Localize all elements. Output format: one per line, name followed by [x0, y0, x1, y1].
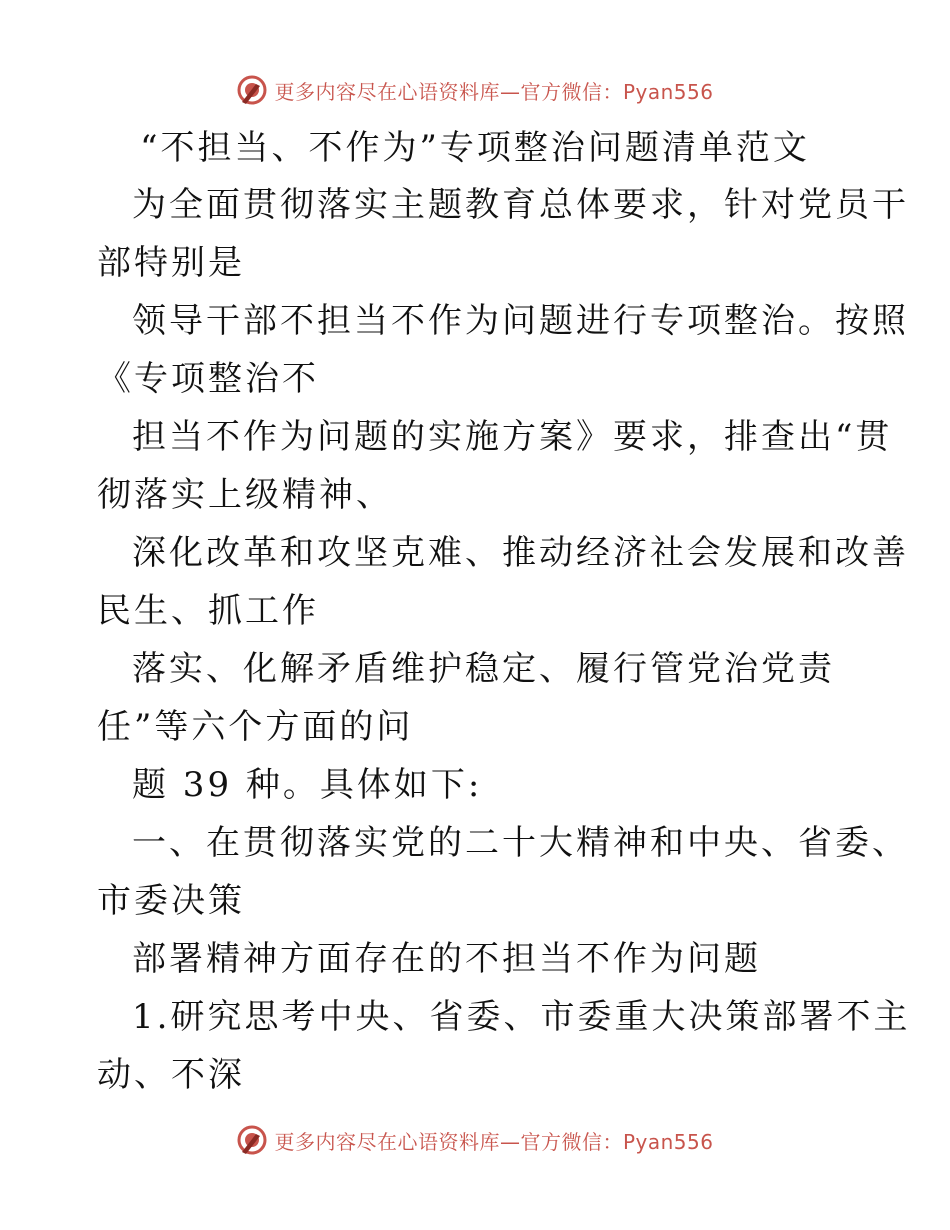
watermark-footer — [0, 1120, 950, 1160]
paragraph-line: 彻落实上级精神、 — [97, 475, 393, 515]
paragraph-line: 民生、抓工作 — [97, 591, 319, 631]
watermark-text: 更多内容尽在心语资料库—官方微信：Pyan556 — [274, 1129, 714, 1154]
paragraph-line: 任”等六个方面的问 — [97, 707, 414, 747]
pen-seal-icon — [236, 74, 268, 106]
watermark-header — [0, 70, 950, 110]
pen-seal-icon — [236, 1124, 268, 1156]
paragraph-line: 落实、化解矛盾维护稳定、履行管党治党责 — [132, 649, 835, 689]
section-heading-line: 部署精神方面存在的不担当不作为问题 — [132, 939, 761, 979]
list-item-line: 1.研究思考中央、省委、市委重大决策部署不主 — [132, 997, 911, 1037]
section-heading-line: 一、在贯彻落实党的二十大精神和中央、省委、 — [132, 823, 909, 863]
paragraph-line: 深化改革和攻坚克难、推动经济社会发展和改善 — [132, 533, 909, 573]
document-title: “不担当、不作为”专项整治问题清单范文 — [140, 128, 810, 168]
paragraph-line: 领导干部不担当不作为问题进行专项整治。按照 — [132, 301, 909, 341]
watermark-text: 更多内容尽在心语资料库—官方微信：Pyan556 — [274, 79, 714, 104]
paragraph-line: 部特别是 — [97, 243, 245, 283]
paragraph-line: 担当不作为问题的实施方案》要求，排查出“贯 — [132, 417, 893, 457]
paragraph-line: 题 39 种。具体如下: — [132, 765, 483, 805]
paragraph-line: 《专项整治不 — [97, 359, 319, 399]
section-heading-line: 市委决策 — [97, 881, 245, 921]
list-item-line: 动、不深 — [97, 1055, 245, 1095]
paragraph-line: 为全面贯彻落实主题教育总体要求，针对党员干 — [132, 185, 909, 225]
